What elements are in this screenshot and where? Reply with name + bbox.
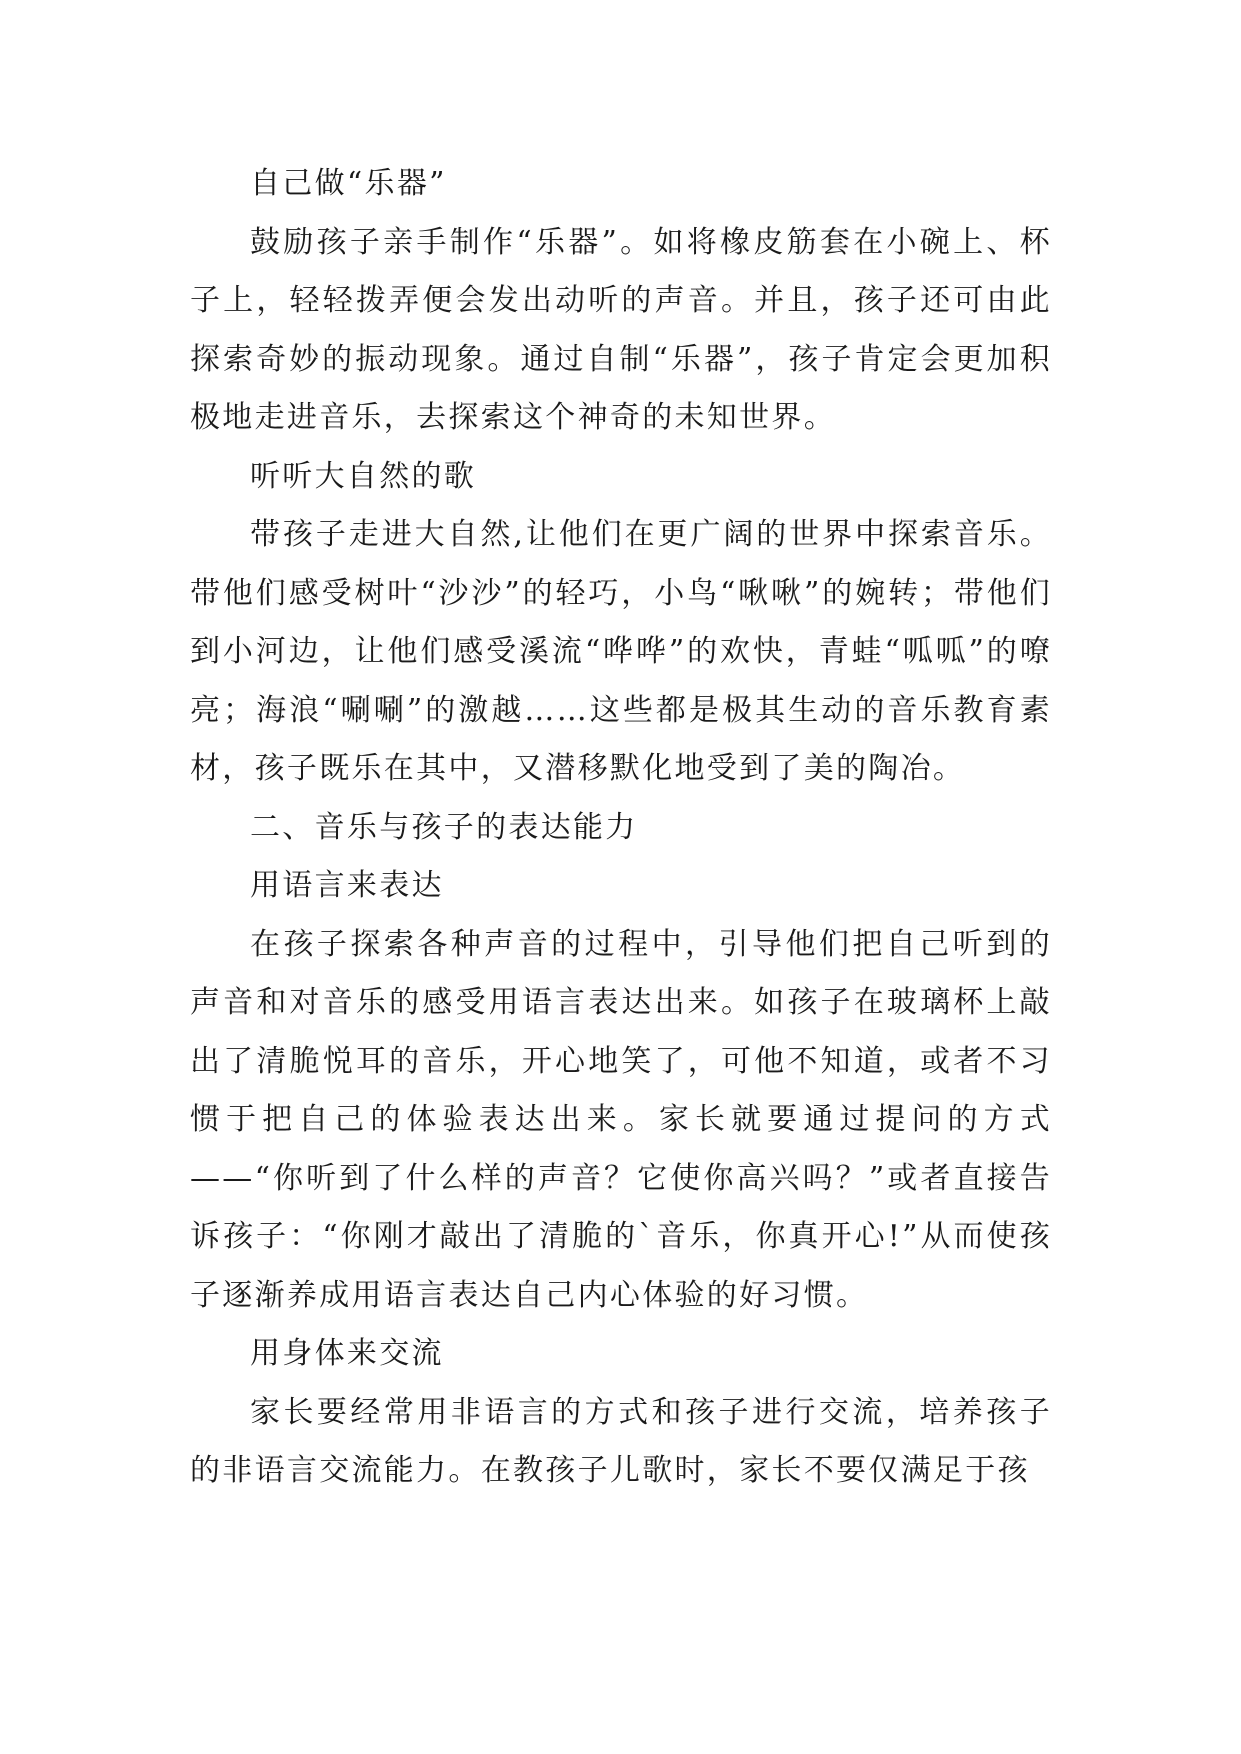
paragraph: 带孩子走进大自然,让他们在更广阔的世界中探索音乐。带他们感受树叶“沙沙”的轻巧，小鸟“啾啾”的婉转；带他们到小河边，让他们感受溪流“哗哗”的欢快，青蛙“呱呱”的嘹亮；海浪“唰唰”的激越……这些都是极其生动的音乐教育素材，孩子既乐在其中，又潜移默化地受到了美的陶冶。 bbox=[190, 517, 1052, 786]
subheading-body: 用身体来交流 bbox=[250, 1336, 444, 1371]
paragraph: 家长要经常用非语言的方式和孩子进行交流，培养孩子的非语言交流能力。在教孩子儿歌时，家长不要仅满足于孩 bbox=[190, 1394, 1052, 1488]
paragraph: 鼓励孩子亲手制作“乐器”。如将橡皮筋套在小碗上、杯子上，轻轻拨弄便会发出动听的声音。并且，孩子还可由此探索奇妙的振动现象。通过自制“乐器”，孩子肯定会更加积极地走进音乐，去探索这个神奇的未知世界。 bbox=[190, 224, 1052, 435]
section-heading-expression: 二、音乐与孩子的表达能力 bbox=[250, 809, 638, 845]
document-body bbox=[190, 155, 1052, 1501]
paragraph: 在孩子探索各种声音的过程中，引导他们把自己听到的声音和对音乐的感受用语言表达出来。如孩子在玻璃杯上敲出了清脆悦耳的音乐，开心地笑了，可他不知道，或者不习惯于把自己的体验表达出来。家长就要通过提问的方式——“你听到了什么样的声音？它使你高兴吗？”或者直接告诉孩子：“你刚才敲出了清脆的`音乐，你真开心!”从而使孩子逐渐养成用语言表达自己内心体验的好习惯。 bbox=[190, 926, 1052, 1313]
subheading-listen-nature: 听听大自然的歌 bbox=[250, 458, 477, 494]
subheading-language: 用语言来表达 bbox=[250, 868, 444, 903]
subheading-make-instruments: 自己做“乐器” bbox=[250, 166, 447, 201]
